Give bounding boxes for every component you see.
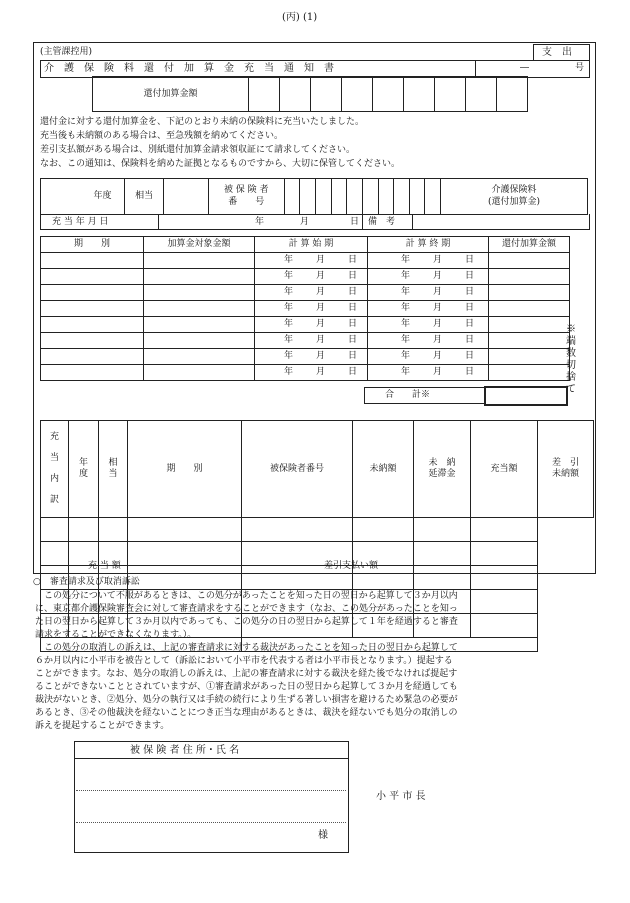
bk-col-unpaid: 未納額 — [353, 421, 414, 518]
remarks-divider-2 — [412, 214, 413, 229]
date-cell: 年 月 日 — [368, 269, 489, 285]
appeal-line: ことができます。なお、処分の取消しの訴えは、上記の審査請求に対する裁決を経た後でなければ提起す — [35, 669, 458, 679]
apply-date-divider — [158, 214, 159, 229]
info-table — [40, 178, 588, 215]
total-label: 合 計※ — [385, 390, 431, 400]
title-divider — [475, 60, 476, 77]
date-cell: 年 月 日 — [368, 349, 489, 365]
breakdown-row — [41, 518, 594, 542]
year-label: 年度 — [81, 179, 125, 215]
appeal-title: ○ 審査請求及び取消訴訟 — [33, 577, 140, 587]
date-cell: 年 月 日 — [368, 253, 489, 269]
side-note: ※端数切捨て — [566, 324, 576, 395]
remarks-label: 備 考 — [368, 217, 396, 227]
appeal-line: ることができないこととされていますが、①審査請求があった日の翌日から起算して３か月を経過しても — [35, 682, 458, 692]
refund-addition-row — [92, 76, 528, 112]
address-header: 被 保 険 者 住 所・氏 名 — [130, 745, 240, 756]
appeal-line: に、東京都介護保険審査会に対して審査請求をすることができます（なお、この処分があったことを知っ — [35, 604, 458, 614]
insured-label-2: 番 号 — [228, 197, 265, 207]
equiv-label: 相当 — [125, 179, 164, 215]
footer-balance-label: 差引支払い額 — [324, 561, 379, 571]
apply-date-month: 月 — [300, 217, 310, 227]
date-cell: 年 月 日 — [255, 253, 368, 269]
col-calc-end: 計 算 終 期 — [368, 237, 489, 253]
bk-col-period: 期 別 — [128, 421, 242, 518]
calc-row — [41, 317, 570, 333]
office-use-label: (主管課控用) — [40, 47, 93, 57]
apply-date-label: 充 当 年 月 日 — [52, 217, 109, 227]
premium-label — [441, 179, 588, 215]
date-cell: 年 月 日 — [368, 365, 489, 381]
remarks-divider — [362, 214, 363, 229]
page-code: (丙) (1) — [282, 12, 318, 23]
bk-col-insured-number: 被保険者番号 — [242, 421, 353, 518]
apply-date-year: 年 — [255, 217, 265, 227]
bk-col-balance: 差 引 未納額 — [538, 421, 594, 518]
bk-col-year: 年 度 — [69, 421, 99, 518]
premium-label-1: 介護保険料 — [491, 185, 537, 195]
appeal-line: 訴えを提起することができます。 — [35, 721, 170, 731]
side-char-3: 内 — [49, 474, 59, 484]
bk-col-late-fee: 未 納 延滞金 — [414, 421, 471, 518]
calc-row — [41, 349, 570, 365]
date-cell: 年 月 日 — [368, 317, 489, 333]
calc-row — [41, 269, 570, 285]
calc-row — [41, 301, 570, 317]
date-cell: 年 月 日 — [368, 333, 489, 349]
calc-row — [41, 365, 570, 381]
footer-applied-label: 充 当 額 — [88, 561, 121, 571]
bk-col-equiv: 相 当 — [99, 421, 128, 518]
apply-date-day: 日 — [350, 217, 360, 227]
date-cell: 年 月 日 — [368, 301, 489, 317]
col-target-amount: 加算金対象金額 — [144, 237, 255, 253]
appeal-line: あるとき、③その他裁決を経ないことにつき正当な理由があるときは、裁決を経ないでも処分の取消しの — [35, 708, 458, 718]
appeal-line: ６か月以内に小平市を被告として（訴訟において小平市を代表する者は小平市長となります。）提起する — [35, 656, 453, 666]
col-calc-start: 計 算 始 期 — [255, 237, 368, 253]
intro-line-2: 充当後も未納額のある場合は、至急残額を納めてください。 — [40, 131, 284, 141]
date-cell: 年 月 日 — [255, 365, 368, 381]
date-cell: 年 月 日 — [255, 317, 368, 333]
address-dotted-1 — [76, 790, 346, 791]
breakdown-side-label — [41, 421, 69, 518]
breakdown-row — [41, 542, 594, 566]
date-cell: 年 月 日 — [255, 285, 368, 301]
address-dotted-2 — [76, 822, 346, 823]
refund-addition-label: 還付加算金額 — [93, 77, 249, 112]
side-char-1: 充 — [49, 432, 59, 442]
insured-label-1: 被 保 険 者 — [223, 185, 269, 195]
number-separator: ― — [520, 63, 529, 73]
col-refund-addition: 還付加算金額 — [489, 237, 570, 253]
number-suffix: 号 — [575, 63, 585, 73]
apply-date-row — [40, 214, 590, 230]
mayor-label: 小 平 市 長 — [376, 791, 426, 802]
payment-label: 支 出 — [542, 47, 572, 58]
appeal-line: この処分について不服があるときは、この処分があったことを知った日の翌日から起算して３か月以内 — [35, 591, 458, 601]
premium-label-2: (還付加算金) — [487, 197, 541, 207]
appeal-line: 裁決がないとき、②処分、処分の執行又は手続の続行により生ずる著しい損害を避けるため緊急の必要が — [35, 695, 458, 705]
appeal-line: 請求をすることができなくなります。）。 — [35, 630, 197, 640]
calc-row — [41, 285, 570, 301]
side-char-4: 訳 — [49, 495, 59, 505]
calc-table — [40, 236, 570, 381]
intro-line-1: 還付金に対する還付加算金を、下記のとおり未納の保険料に充当いたしました。 — [40, 117, 365, 127]
address-header-divider — [74, 758, 348, 759]
appeal-line: この処分の取消しの訴えは、上記の審査請求に対する裁決があったことを知った日の翌日から起算して — [35, 643, 458, 653]
date-cell: 年 月 日 — [255, 269, 368, 285]
total-amount-box — [484, 386, 568, 406]
date-cell: 年 月 日 — [255, 301, 368, 317]
address-suffix: 様 — [318, 830, 328, 841]
calc-row — [41, 253, 570, 269]
appeal-line: た日の翌日から起算して３か月以内であっても、この処分の日の翌日から起算して１年を経過すると審査 — [35, 617, 458, 627]
col-period: 期 別 — [41, 237, 144, 253]
notice-title: 介 護 保 険 料 還 付 加 算 金 充 当 通 知 書 — [44, 63, 334, 74]
date-cell: 年 月 日 — [255, 349, 368, 365]
date-cell: 年 月 日 — [255, 333, 368, 349]
side-char-2: 当 — [49, 453, 59, 463]
calc-row — [41, 333, 570, 349]
date-cell: 年 月 日 — [368, 285, 489, 301]
insured-number-label — [208, 179, 284, 215]
intro-line-3: 差引支払額がある場合は、別紙還付加算金請求領収証にて請求してください。 — [40, 145, 356, 155]
bk-col-applied: 充当額 — [471, 421, 538, 518]
intro-line-4: なお、この通知は、保険料を納めた証拠となるものですから、大切に保管してください。 — [40, 159, 401, 169]
